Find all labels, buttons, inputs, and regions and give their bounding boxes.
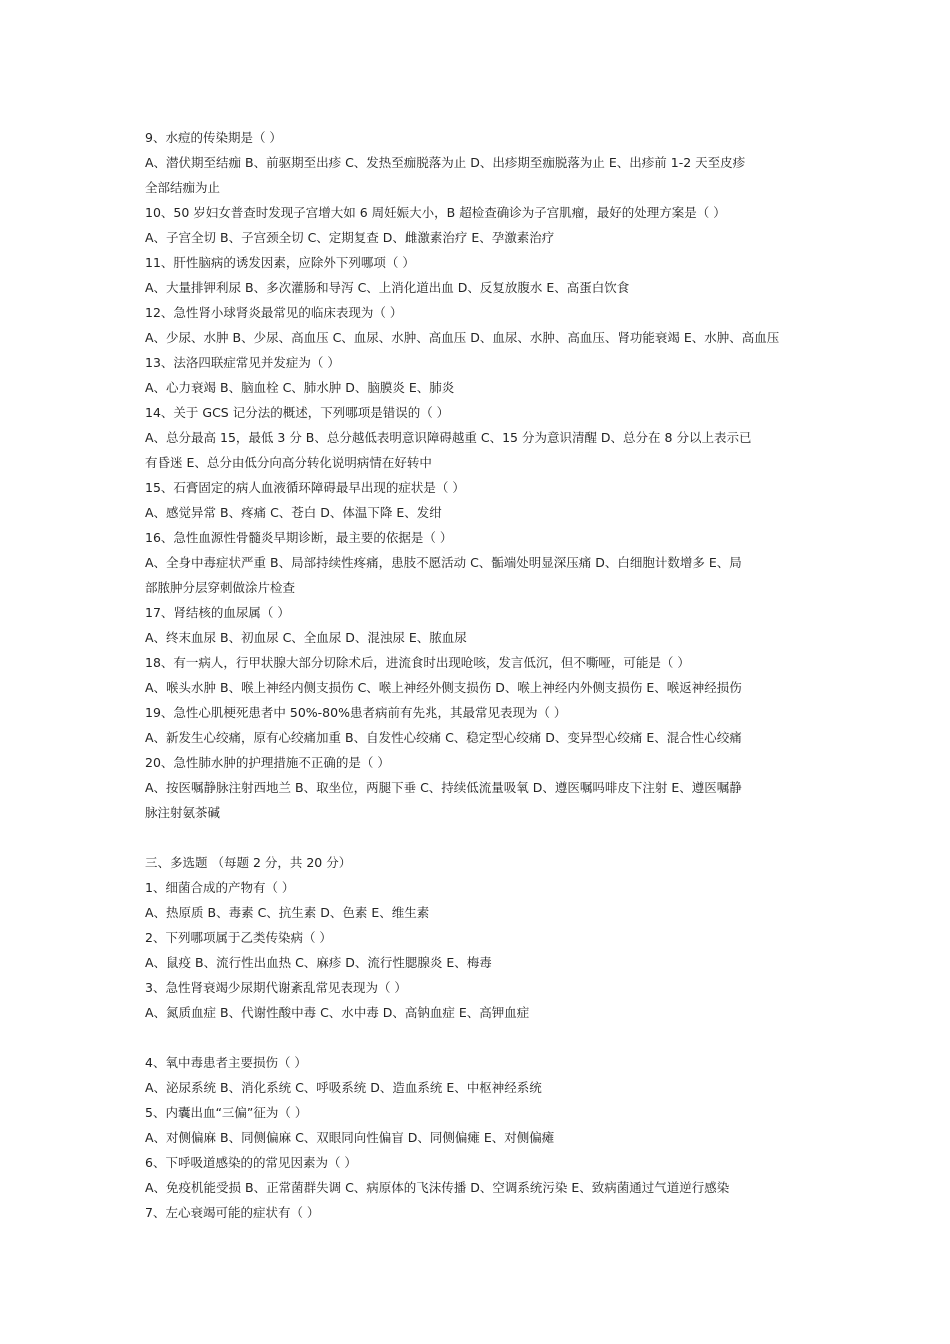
text-line: A、泌尿系统 B、消化系统 C、呼吸系统 D、造血系统 E、中枢神经系统 xyxy=(145,1080,542,1095)
text-line: A、终末血尿 B、初血尿 C、全血尿 D、混浊尿 E、脓血尿 xyxy=(145,630,467,645)
text-line: 12、急性肾小球肾炎最常见的临床表现为（ ） xyxy=(145,305,403,320)
text-line: 全部结痂为止 xyxy=(145,180,221,195)
text-line: 7、左心衰竭可能的症状有（ ） xyxy=(145,1205,320,1220)
text-line: A、氮质血症 B、代谢性酸中毒 C、水中毒 D、高钠血症 E、高钾血症 xyxy=(145,1005,530,1020)
text-line: 20、急性肺水肿的护理措施不正确的是（ ） xyxy=(145,755,390,770)
text-line: A、总分最高 15，最低 3 分 B、总分越低表明意识障碍越重 C、15 分为意识清醒 D、总分在 8 分以上表示已 xyxy=(145,430,752,445)
text-line: 17、肾结核的血尿属（ ） xyxy=(145,605,290,620)
text-line: A、潜伏期至结痂 B、前驱期至出疹 C、发热至痂脱落为止 D、出疹期至痂脱落为止 E、出疹前 1-2 天至皮疹 xyxy=(145,155,746,170)
text-line: 13、法洛四联症常见并发症为（ ） xyxy=(145,355,340,370)
text-line: 2、下列哪项属于乙类传染病（ ） xyxy=(145,930,332,945)
text-line: 9、水痘的传染期是（ ） xyxy=(145,130,282,145)
text-line: 三、多选题 （每题 2 分，共 20 分） xyxy=(145,855,352,870)
text-line: 部脓肿分层穿刺做涂片检查 xyxy=(145,580,296,595)
document-body xyxy=(145,125,815,1225)
text-line: 1、细菌合成的产物有（ ） xyxy=(145,880,295,895)
text-line: 16、急性血源性骨髓炎早期诊断，最主要的依据是（ ） xyxy=(145,530,453,545)
text-line: 19、急性心肌梗死患者中 50%-80%患者病前有先兆，其最常见表现为（ ） xyxy=(145,705,567,720)
text-line: A、免疫机能受损 B、正常菌群失调 C、病原体的飞沫传播 D、空调系统污染 E、致病菌通过气道逆行感染 xyxy=(145,1180,730,1195)
text-line: A、鼠疫 B、流行性出血热 C、麻疹 D、流行性腮腺炎 E、梅毒 xyxy=(145,955,492,970)
text-line: 6、下呼吸道感染的的常见因素为（ ） xyxy=(145,1155,357,1170)
text-line: 有昏迷 E、总分由低分向高分转化说明病情在好转中 xyxy=(145,455,432,470)
text-line: 4、氧中毒患者主要损伤（ ） xyxy=(145,1055,307,1070)
text-line: 3、急性肾衰竭少尿期代谢紊乱常见表现为（ ） xyxy=(145,980,407,995)
text-line: A、喉头水肿 B、喉上神经内侧支损伤 C、喉上神经外侧支损伤 D、喉上神经内外侧支损伤 E、喉返神经损伤 xyxy=(145,680,742,695)
text-line: 18、有一病人，行甲状腺大部分切除术后，进流食时出现呛咳，发言低沉，但不嘶哑，可能是（ ） xyxy=(145,655,690,670)
blank-line xyxy=(145,1025,815,1050)
text-line: A、热原质 B、毒素 C、抗生素 D、色素 E、维生素 xyxy=(145,905,430,920)
text-line: 15、石膏固定的病人血液循环障碍最早出现的症状是（ ） xyxy=(145,480,465,495)
text-line: 脉注射氨茶碱 xyxy=(145,805,221,820)
text-line: A、新发生心绞痛，原有心绞痛加重 B、自发性心绞痛 C、稳定型心绞痛 D、变异型心绞痛 E、混合性心绞痛 xyxy=(145,730,742,745)
text-line: 10、50 岁妇女普查时发现子宫增大如 6 周妊娠大小，B 超检查确诊为子宫肌瘤，最好的处理方案是（ ） xyxy=(145,205,726,220)
text-line: A、心力衰竭 B、脑血栓 C、肺水肿 D、脑膜炎 E、肺炎 xyxy=(145,380,455,395)
text-line: 11、肝性脑病的诱发因素，应除外下列哪项（ ） xyxy=(145,255,415,270)
text-line: A、大量排钾利尿 B、多次灌肠和导泻 C、上消化道出血 D、反复放腹水 E、高蛋白饮食 xyxy=(145,280,630,295)
text-line: A、全身中毒症状严重 B、局部持续性疼痛，患肢不愿活动 C、骺端处明显深压痛 D、白细胞计数增多 E、局 xyxy=(145,555,742,570)
text-line: A、少尿、水肿 B、少尿、高血压 C、血尿、水肿、高血压 D、血尿、水肿、高血压、肾功能衰竭 E、水肿、高血压 xyxy=(145,330,780,345)
text-line: A、感觉异常 B、疼痛 C、苍白 D、体温下降 E、发绀 xyxy=(145,505,442,520)
text-line: A、对侧偏麻 B、同侧偏麻 C、双眼同向性偏盲 D、同侧偏瘫 E、对侧偏瘫 xyxy=(145,1130,555,1145)
text-line: 14、关于 GCS 记分法的概述，下列哪项是错误的（ ） xyxy=(145,405,450,420)
text-line: A、子宫全切 B、子宫颈全切 C、定期复查 D、雌激素治疗 E、孕激素治疗 xyxy=(145,230,555,245)
text-line: A、按医嘱静脉注射西地兰 B、取坐位，两腿下垂 C、持续低流量吸氧 D、遵医嘱吗啡皮下注射 E、遵医嘱静 xyxy=(145,780,742,795)
text-line: 5、内囊出血“三偏”征为（ ） xyxy=(145,1105,308,1120)
blank-line xyxy=(145,825,815,850)
